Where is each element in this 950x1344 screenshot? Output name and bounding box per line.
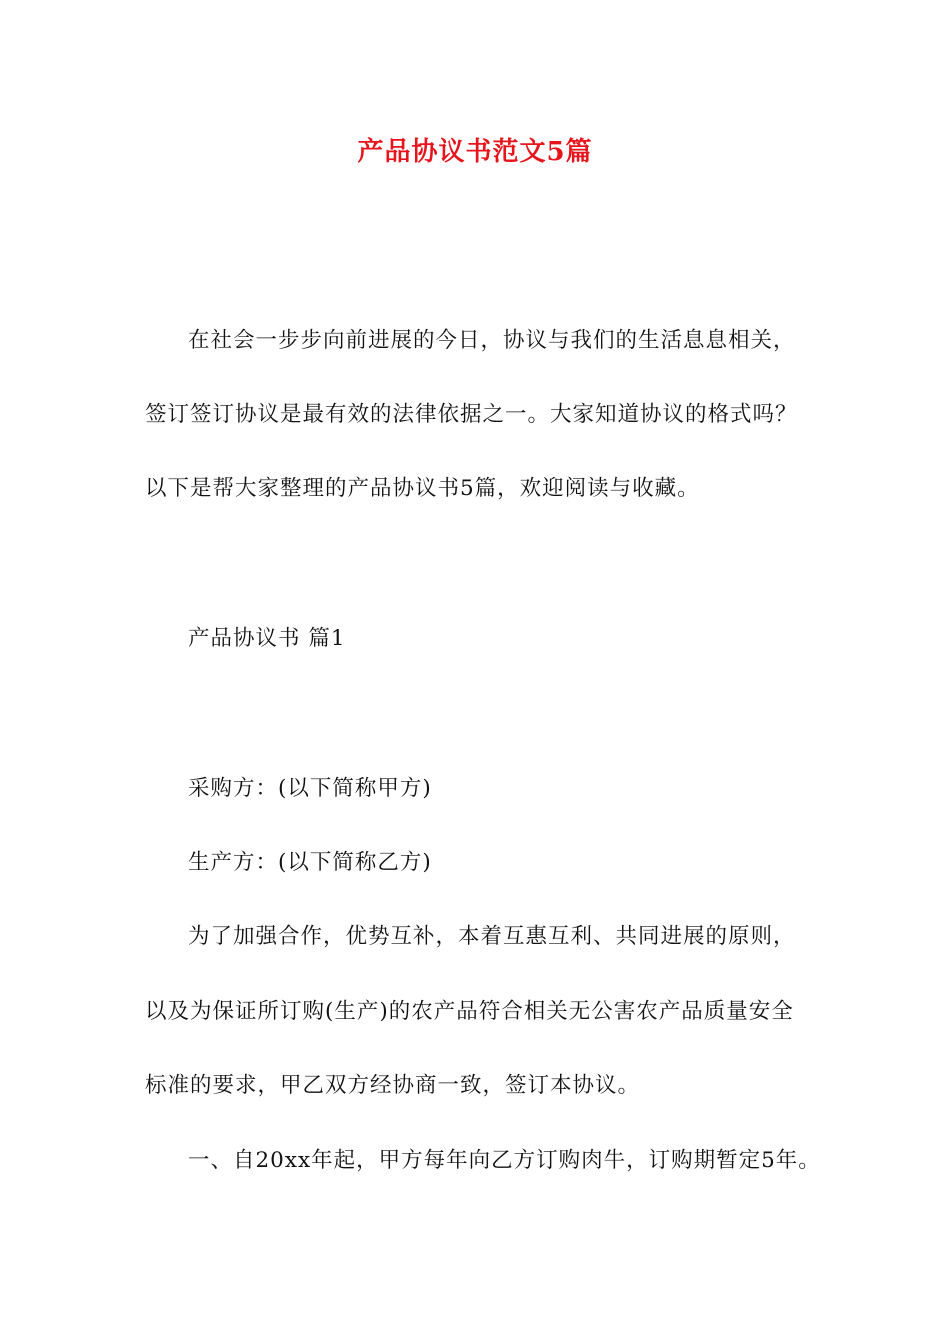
purpose-line-2: 以及为保证所订购(生产)的农产品符合相关无公害农产品质量安全	[145, 999, 794, 1024]
section-heading: 产品协议书 篇1	[188, 626, 346, 651]
purpose-line-1: 为了加强合作，优势互补，本着互惠互利、共同进展的原则，	[188, 924, 796, 949]
intro-line-1: 在社会一步步向前进展的今日，协议与我们的生活息息相关，	[188, 328, 796, 353]
buyer-line: 采购方：(以下简称甲方)	[188, 776, 432, 801]
purpose-line-3: 标准的要求，甲乙双方经协商一致，签订本协议。	[145, 1073, 641, 1098]
document-title: 产品协议书范文5篇	[357, 137, 593, 167]
clause-1: 一、自20xx年起，甲方每年向乙方订购肉牛，订购期暂定5年。	[188, 1148, 821, 1173]
intro-line-2: 签订签订协议是最有效的法律依据之一。大家知道协议的格式吗？	[145, 402, 798, 427]
intro-line-3: 以下是帮大家整理的产品协议书5篇，欢迎阅读与收藏。	[145, 476, 700, 501]
producer-line: 生产方：(以下简称乙方)	[188, 850, 432, 875]
